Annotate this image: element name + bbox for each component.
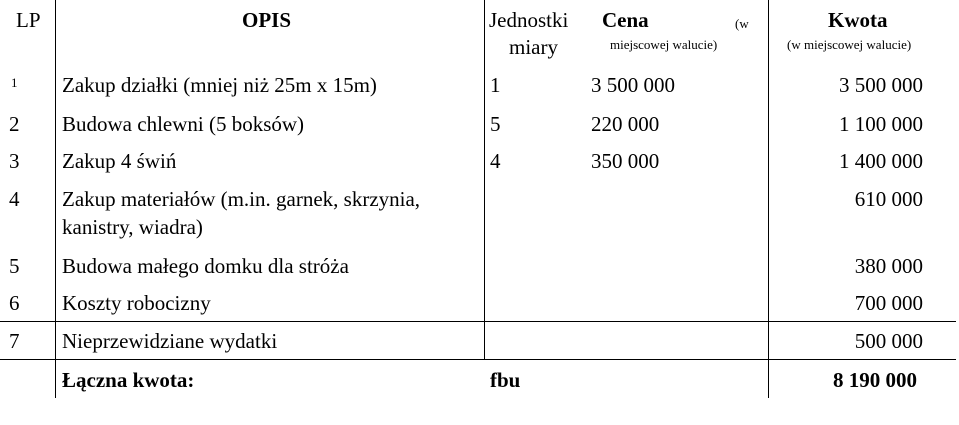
header-price-subtitle-a: (w xyxy=(735,16,749,31)
table-row-description: Budowa małego domku dla stróża xyxy=(62,254,349,278)
table-row-amount: 1 400 000 xyxy=(839,149,923,173)
header-price-title: Cena xyxy=(602,8,649,32)
table-row-description: Nieprzewidziane wydatki xyxy=(62,329,278,353)
table-row-description: Zakup 4 świń xyxy=(62,149,177,173)
table-row-lp: 4 xyxy=(9,187,20,211)
table-row-lp: 7 xyxy=(9,329,20,353)
row-divider xyxy=(0,359,956,360)
table-row-description: Koszty robocizny xyxy=(62,291,211,315)
total-label: Łączna kwota: xyxy=(62,368,195,392)
header-units-line2: miary xyxy=(509,35,558,59)
total-currency: fbu xyxy=(490,368,521,392)
table-row-price: 3 500 000 xyxy=(591,73,675,97)
column-divider xyxy=(55,0,56,398)
row-divider xyxy=(0,321,956,322)
table-row-units: 4 xyxy=(490,149,501,173)
table-row-lp: 6 xyxy=(9,291,20,315)
table-row-lp: 1 xyxy=(11,75,18,90)
table-row-units: 1 xyxy=(490,73,501,97)
header-lp: LP xyxy=(16,8,41,32)
header-amount-subtitle: (w miejscowej walucie) xyxy=(787,37,912,52)
header-units-line1: Jednostki xyxy=(489,8,569,32)
table-row-description-continued: kanistry, wiadra) xyxy=(62,215,203,239)
table-row-amount: 380 000 xyxy=(854,254,923,278)
header-price-subtitle-b: miejscowej walucie) xyxy=(610,37,718,52)
table-row-description: Zakup materiałów (m.in. garnek, skrzynia, xyxy=(62,187,421,211)
table-row-amount: 610 000 xyxy=(854,187,923,211)
header-amount-title: Kwota xyxy=(828,8,888,32)
table-row-description: Budowa chlewni (5 boksów) xyxy=(62,112,305,136)
table-row-price: 350 000 xyxy=(591,149,660,173)
total-amount: 8 190 000 xyxy=(833,368,917,392)
table-row-lp: 5 xyxy=(9,254,20,278)
table-row-amount: 700 000 xyxy=(854,291,923,315)
table-row-units: 5 xyxy=(490,112,501,136)
table-row-lp: 3 xyxy=(9,149,20,173)
column-divider xyxy=(768,0,769,398)
header-description: OPIS xyxy=(242,8,292,32)
table-row-amount: 1 100 000 xyxy=(839,112,923,136)
table-row-amount: 3 500 000 xyxy=(839,73,923,97)
table-row-price: 220 000 xyxy=(591,112,660,136)
table-row-description: Zakup działki (mniej niż 25m x 15m) xyxy=(62,73,377,97)
column-divider xyxy=(484,0,485,360)
table-row-amount: 500 000 xyxy=(854,329,923,353)
table-row-lp: 2 xyxy=(9,112,20,136)
